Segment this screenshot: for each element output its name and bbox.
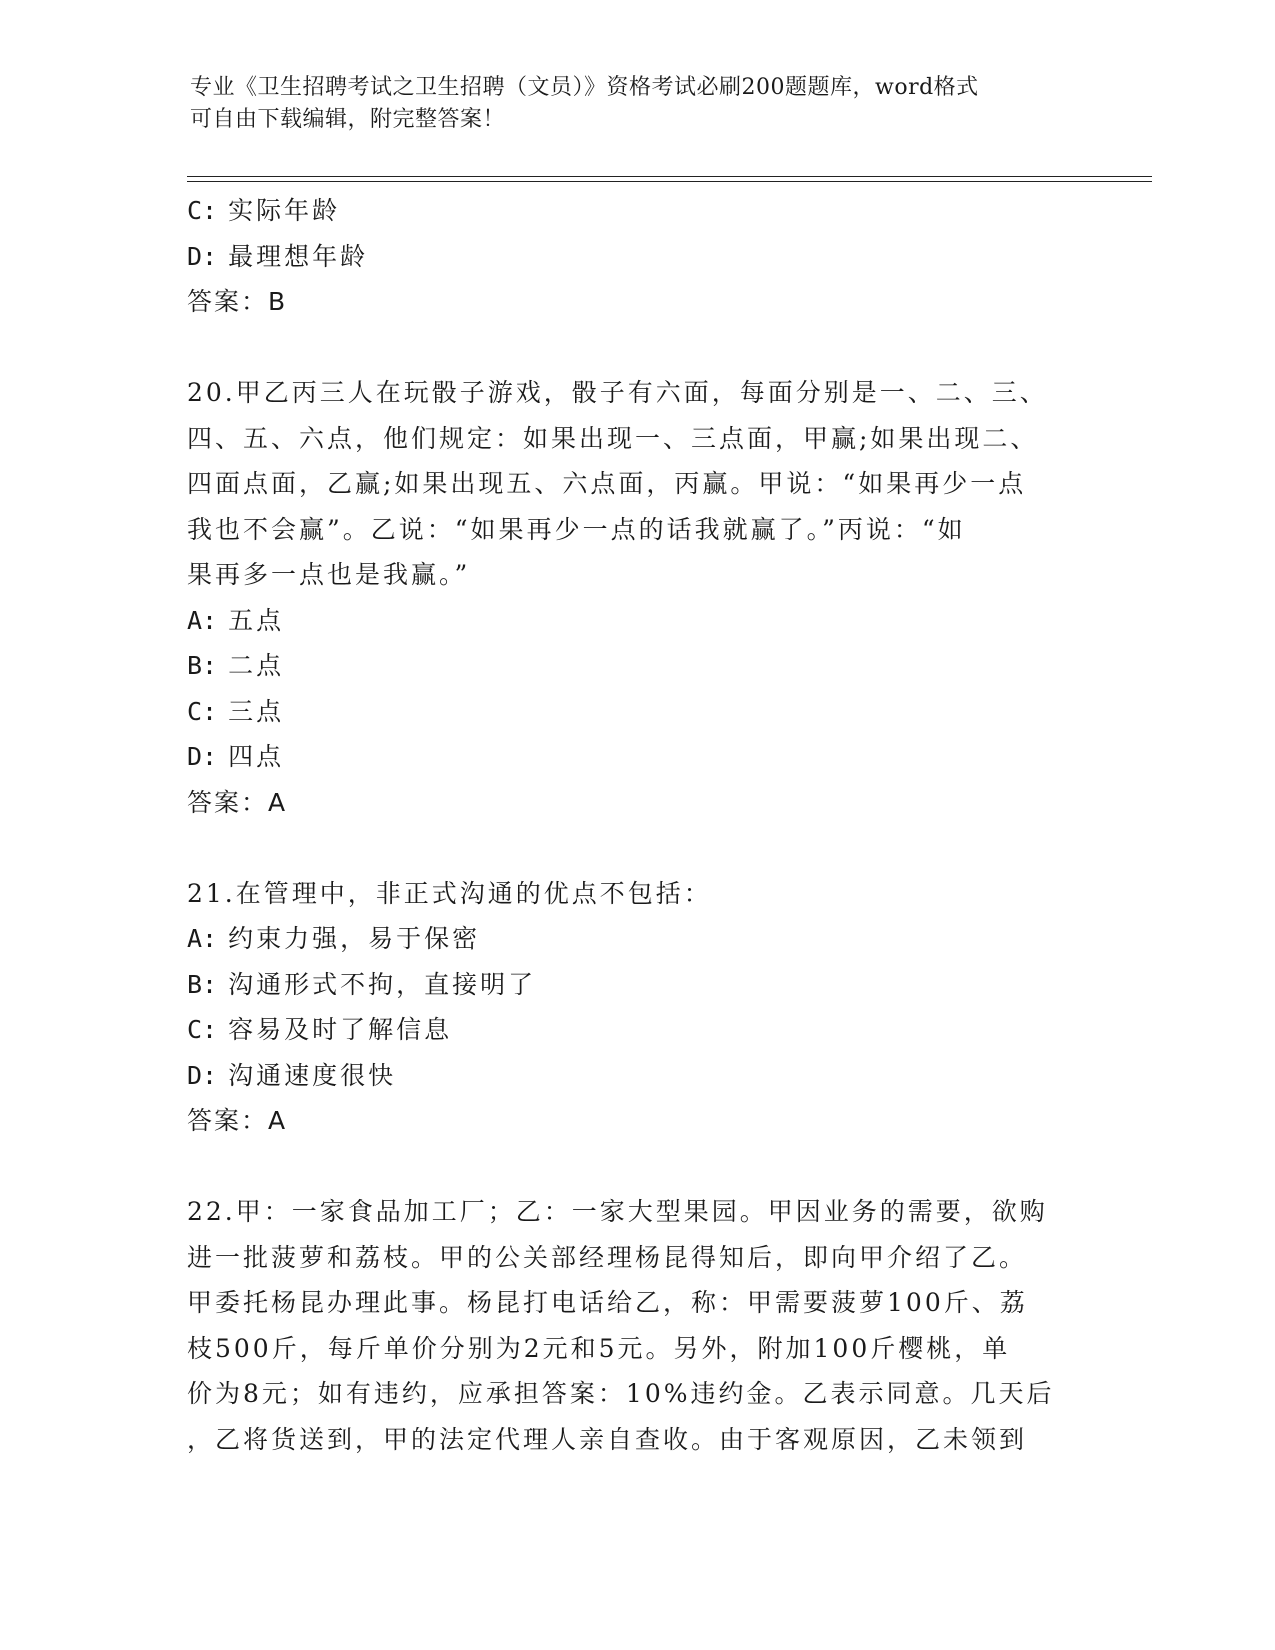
option-d <box>187 734 1077 780</box>
question-text-line: 进一批菠萝和荔枝。甲的公关部经理杨昆得知后，即向甲介绍了乙。 <box>187 1242 1028 1272</box>
question-block-21 <box>187 871 1077 1144</box>
question-text-line: 枝500斤，每斤单价分别为2元和5元。另外，附加100斤樱桃，单 <box>187 1333 1011 1363</box>
question-text-line: 21.在管理中，非正式沟通的优点不包括： <box>187 878 712 908</box>
question-block-19 <box>187 188 1077 325</box>
option-key: D: <box>187 241 218 271</box>
question-text-line: 四面点面，乙赢;如果出现五、六点面，丙赢。甲说：“如果再少一点 <box>187 469 1027 498</box>
question-text-line: 我也不会赢”。乙说：“如果再少一点的话我就赢了。”丙说：“如 <box>187 514 966 544</box>
option-c <box>187 689 1077 735</box>
header-divider-bottom <box>187 181 1152 182</box>
option-b <box>187 643 1077 689</box>
option-text: 二点 <box>228 651 285 680</box>
header-line-2: 可自由下载编辑，附完整答案！ <box>190 107 506 132</box>
answer-line: 答案：A <box>187 1106 288 1135</box>
option-text: 容易及时了解信息 <box>228 1015 453 1044</box>
option-text: 沟通速度很快 <box>228 1060 397 1090</box>
spacer <box>187 825 1077 871</box>
answer-line: 答案：A <box>187 787 288 817</box>
option-key: C: <box>187 196 218 225</box>
question-text-line: 22.甲：一家食品加工厂；乙：一家大型果园。甲因业务的需要，欲购 <box>187 1197 1048 1226</box>
spacer <box>187 1144 1077 1190</box>
option-c <box>187 188 1077 234</box>
question-text-line: 20.甲乙丙三人在玩骰子游戏，骰子有六面，每面分别是一、二、三、 <box>187 378 1048 407</box>
question-block-20 <box>187 370 1077 825</box>
option-key: A: <box>187 924 218 953</box>
question-text-line: 果再多一点也是我赢。” <box>187 560 471 589</box>
option-text: 最理想年龄 <box>228 241 369 271</box>
option-text: 约束力强，易于保密 <box>228 924 481 953</box>
spacer <box>187 325 1077 371</box>
document-header <box>190 72 1070 136</box>
option-text: 三点 <box>228 696 285 726</box>
option-d <box>187 1053 1077 1099</box>
option-d <box>187 234 1077 280</box>
question-text-line: 价为8元；如有违约，应承担答案：10%违约金。乙表示同意。几天后 <box>187 1379 1055 1408</box>
option-c <box>187 1007 1077 1053</box>
option-key: A: <box>187 605 218 635</box>
header-divider-top <box>187 176 1152 177</box>
option-key: C: <box>187 1015 218 1044</box>
option-text: 四点 <box>228 742 285 771</box>
option-text: 五点 <box>228 605 285 635</box>
option-b <box>187 962 1077 1008</box>
question-block-22 <box>187 1189 1077 1462</box>
header-line-1: 专业《卫生招聘考试之卫生招聘（文员）》资格考试必刷200题题库，word格式 <box>190 75 979 100</box>
option-text: 沟通形式不拘，直接明了 <box>228 969 537 999</box>
question-text-line: 四、五、六点，他们规定：如果出现一、三点面，甲赢;如果出现二、 <box>187 423 1039 453</box>
option-a <box>187 598 1077 644</box>
option-key: B: <box>187 969 218 999</box>
question-text-line: ，乙将货送到，甲的法定代理人亲自查收。由于客观原因，乙未领到 <box>187 1424 1028 1454</box>
option-text: 实际年龄 <box>228 196 341 225</box>
answer-line: 答案：B <box>187 287 288 316</box>
option-key: D: <box>187 742 218 771</box>
option-a <box>187 916 1077 962</box>
document-body <box>187 188 1077 1462</box>
option-key: B: <box>187 651 218 680</box>
option-key: D: <box>187 1060 218 1090</box>
question-text-line: 甲委托杨昆办理此事。杨昆打电话给乙，称：甲需要菠萝100斤、荔 <box>187 1288 1028 1317</box>
option-key: C: <box>187 696 218 726</box>
